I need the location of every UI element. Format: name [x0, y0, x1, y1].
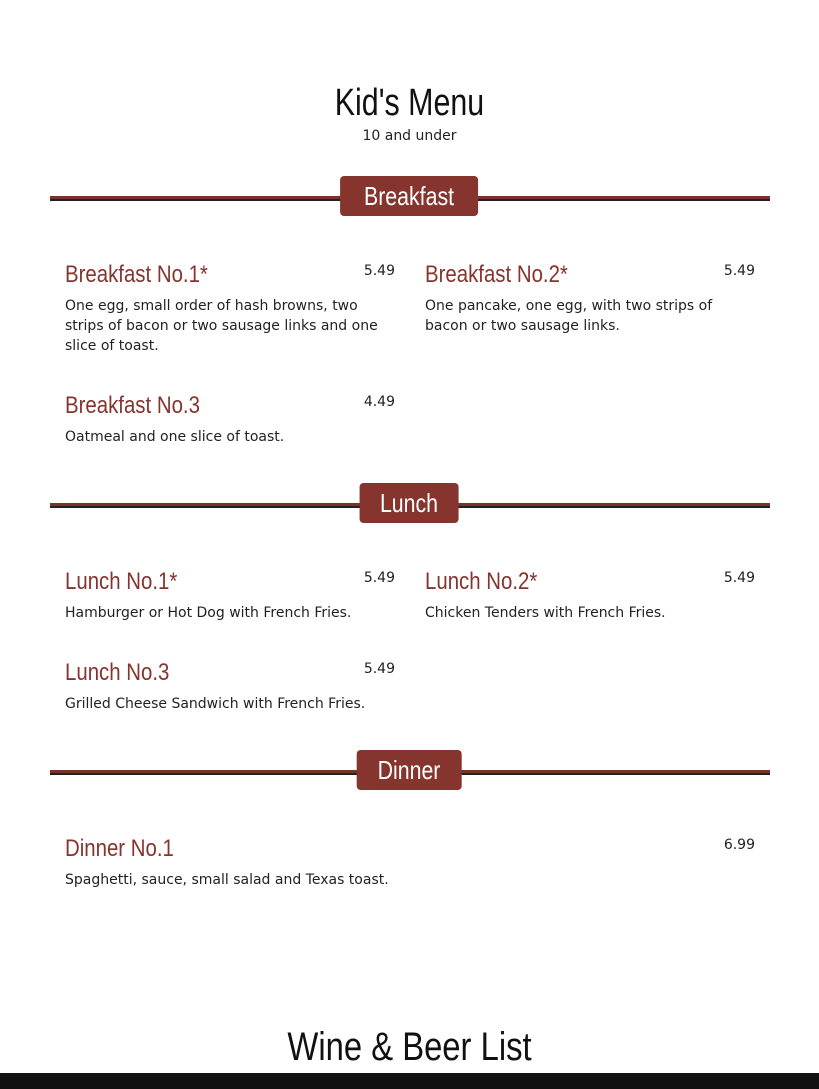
item-name: Lunch No.3 [65, 659, 170, 686]
menu-item-breakfast-1 [65, 260, 395, 356]
menu-item-breakfast-2 [425, 260, 755, 336]
menu-item-lunch-3 [65, 658, 395, 714]
lunch-section-label: Lunch [360, 483, 459, 523]
menu-item-lunch-2 [425, 567, 755, 623]
menu-subtitle: 10 and under [362, 128, 457, 144]
breakfast-section-label: Breakfast [340, 176, 478, 216]
menu-title: Kid's Menu [334, 82, 485, 124]
item-price: 5.49 [723, 263, 755, 279]
item-description: Chicken Tenders with French Fries. [425, 605, 666, 621]
item-description: One egg, small order of hash browns, two strips of bacon or two sausage links and one slice of toast. [65, 298, 378, 354]
menu-item-dinner-1 [65, 834, 755, 890]
item-name: Breakfast No.3 [65, 392, 200, 419]
item-price: 5.49 [363, 263, 395, 279]
menu-item-lunch-1 [65, 567, 395, 623]
item-description: One pancake, one egg, with two strips of bacon or two sausage links. [425, 298, 713, 334]
item-name: Dinner No.1 [65, 835, 174, 862]
item-price: 6.99 [723, 837, 755, 853]
bottom-bar [0, 1073, 819, 1089]
item-name: Lunch No.2* [425, 568, 538, 595]
item-price: 5.49 [363, 661, 395, 677]
item-price: 5.49 [363, 570, 395, 586]
item-description: Grilled Cheese Sandwich with French Fries. [65, 696, 366, 712]
item-name: Breakfast No.1* [65, 261, 208, 288]
item-price: 5.49 [723, 570, 755, 586]
wine-beer-list-title: Wine & Beer List [287, 1025, 532, 1069]
item-description: Spaghetti, sauce, small salad and Texas toast. [65, 872, 389, 888]
menu-item-breakfast-3 [65, 391, 395, 447]
item-name: Breakfast No.2* [425, 261, 568, 288]
item-price: 4.49 [363, 394, 395, 410]
item-description: Hamburger or Hot Dog with French Fries. [65, 605, 352, 621]
dinner-section-label: Dinner [357, 750, 462, 790]
item-description: Oatmeal and one slice of toast. [65, 429, 285, 445]
item-name: Lunch No.1* [65, 568, 178, 595]
